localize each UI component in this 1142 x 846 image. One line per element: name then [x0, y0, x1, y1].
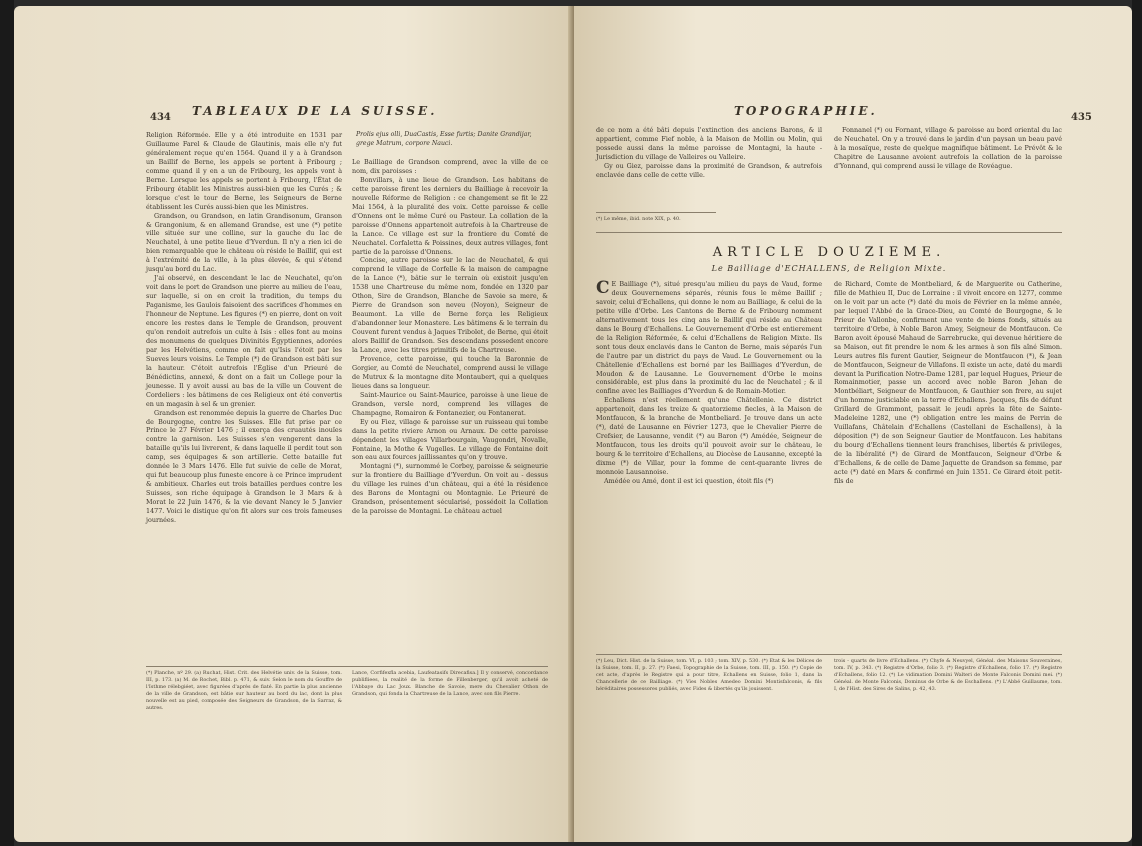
- right-top-footnote: (*) Le même, ibid. note XIX, p. 40.: [596, 216, 681, 222]
- article-heading: ARTICLE DOUZIEME.: [712, 245, 946, 260]
- paragraph: [596, 280, 822, 396]
- paragraph: Gy ou Giez, paroisse dans la proximité de Grandson, & autrefois enclavée dans celle de cette ville.: [596, 161, 822, 179]
- article-rule: [596, 232, 1062, 233]
- right-page: [574, 6, 1132, 842]
- footnote-rule: [596, 212, 716, 213]
- scan-edge-right: [1132, 0, 1142, 846]
- open-book: [14, 6, 1132, 842]
- paragraph: Montagni (*), surnommé le Corbey, paroisse & seigneurie sur la frontiere du Bailliage d'Yverdun. On voit au - dessus du village les ruines d'un château, qui a été la résidence des Barons de Montagni ou Montagnie. Le Prieuré de Grandson, présentement sécularisé, possédoit la Collation de la paroisse de Montagni. Le château actuel: [352, 462, 548, 516]
- paragraph: de Richard, Comte de Montbeliard, & de Marguerite ou Catherine, fille de Mathieu II, Duc de Lorraine : il vivoit encore en 1277, comme on le voit par un acte (*) daté du mois de Février en la même année, par lequel l'Abbé de la Grace-Dieu, au Comté de Bourgogne, & le Prieur de Vallonbe, confirment une vente de biens fonds, situés au territoire d'Orbe, à Noble Baron Amey, Seigneur de Montfaucon. Ce Baron avoit épousé Mahaud de Sarrebrucke, qui devenue héritiere de sa Maison, eut fit prendre le nom & les armes à son fils aîné Simon. Leurs autres fils furent Gautier, Seigneur de Montfaucon (*), & Jean de Montfaucon, Seigneur de Villafons. Il existe un acte, daté du mardi devant la Purification Notre-Dame 1281, par lequel Hugues, Prieur de Romainmotier, passe un accord avec noble Baron Jehan de Montbéliart, Seigneur de Montfaucon, & Gauthier son frere, au sujet d'un homme justiciable en la terre d'Echallens. Jacques, fils de défunt Grillard de Grammont, passait le jeudi après la fête de Sainte-Madeleine 1282, une (*) obligation entre les mains de Perrin de Vuillafans, Châtelain d'Echallens (Castellani de Eschallens), à la déposition (*) de son Seigneur Gautier de Montfaucon. Les habitans du bourg d'Echallens tiennent leurs franchises, libertés & privileges, de la libéralité (*) de Girard de Montfaucon, Seigneur d'Orbe & d'Echallens, & de celle de Dame Jaquette de Grandson sa femme, par acte (*) daté en Mars & confirmé en Juin 1351. Ce Girard étoit petit-fils de: [834, 280, 1062, 485]
- footnote-rule: [146, 666, 548, 667]
- right-body-column-1: [596, 280, 822, 486]
- paragraph: Ey ou Fiez, village & paroisse sur un ruisseau qui tombe dans la petite riviere Arnon ou Arnaux. De cette paroisse dépendent les villages Villarbourgain, Vaugondri, Novalle, Fontaine, la Mothe & Vugelles. Le village de Fontaine doit son eau aux fources jaillissantes qu'on y trouve.: [352, 417, 548, 462]
- paragraph: Bonvillars, à une lieue de Grandson. Les habitans de cette paroisse firent les derniers du Bailliage à recevoir la nouvelle Réforme de Religion : ce changement se fit le 22 Mai 1564, à la pluralité des voix. Cette paroisse & celle d'Onnens ont le même Curé ou Pasteur. La collation de la paroisse d'Onnens appartenoit autrefois à la Chartreuse de la Lance. Ce village est sur la frontiere du Comté de Neuchatel. Corfaletta & Poissines, deux autres villages, font partie de la paroisse d'Onnens.: [352, 175, 548, 256]
- left-column-2: [352, 158, 548, 516]
- article-subheading: Le Bailliage d'ECHALLENS, de Religion Mixte.: [711, 264, 947, 273]
- right-page-number: 435: [1071, 112, 1092, 123]
- paragraph: Concise, autre paroisse sur le lac de Neuchatel, & qui comprend le village de Corfelle & la maison de campagne de la Lance (*), bâtie sur le terrain où existoit jusqu'en 1538 une Chartreuse du même nom, fondée en 1320 par Othon, Sire de Grandson, Blanche de Savoie sa mere, & Pierre de Grandson son neveu (Noyon), Seigneur de Beaumont. La ville de Berne força les Religieux d'abandonner leur Monastere. Les bâtimens & le terrain du Couvent furent vendus à Jaques Tribolet, de Berne, qui étoit alors Baillif de Grandson. Ses descendans possedent encore la Lance, avec les titres primitifs de la Chartreuse.: [352, 256, 548, 355]
- left-column-1: [146, 131, 342, 525]
- footnote-rule: [596, 654, 1062, 655]
- paragraph: Provence, cette paroisse, qui touche la Baronnie de Gorgier, au Comté de Neuchatel, comprend aussi le village de Mutrux & la montagne dite Montaubert, qui a quelques lieues dans sa longueur.: [352, 354, 548, 390]
- right-footnotes-col1: (*) Leu, Dict. Hist. de la Suisse, tom. VI, p. 103 ; tom. XIV, p. 530. (*) Etat & les Délices de la Suisse, tom. II, p. 27. (*) Faesi, Topographie de la Suisse, tom. III, p. 150. (*) Copie de cet acte, d'après le Registre qui a pour titre, Echallens en Suisse, folio 1, dans la Chancellerie de ce Bailliage. (*) Vies Nobles Amedeo Domini Montisfalconis, & fils héréditaires possessores publiés, avec Fides & libertés qu'ils jouissent.: [596, 658, 822, 692]
- paragraph: Grandson, ou Grandson, en latin Grandisonum, Granson & Grangonium, & en allemand Grandse, est une (*) petite ville située sur une colline, sur la gauche du lac de Neuchatel, à une petite lieue d'Yverdun. Il n'y a rien ici de bien remarquable que le château où réside le Baillif, qui est à l'extrémité de la ville, à la plus élevée, & qui s'étend jusqu'au bord du Lac.: [146, 211, 342, 274]
- paragraph: Echallens n'est réellement qu'une Châtellenie. Ce district appartenoit, dans les treize & quatorzieme fiecles, à la Maison de Montfaucon, & la branche de Montbeliard. Je trouve dans un acte (*), daté de Lausanne en Février 1273, que le Chevalier Pierre de Crefsier, de Lausanne, vendit (*) au Baron (*) Amédée, Seigneur de Montfaucon, tous les droits qu'il pouvoit avoir sur le château, le bourg & le territoire d'Echallens, au Diocèse de Lausanne, excepté la dixme (*) de Villar, pour la fomme de cent-quarante livres de monnoie Lausannoise.: [596, 396, 822, 477]
- right-body-column-2: [834, 280, 1062, 486]
- right-footnotes-col2: trois - quarts de livre d'Echallens. (*) Chyfe & Neuvyel, Généal. des Maisons Souveraines, tom. IV, p. 343. (*) Registre d'Orbe, folio 3. (*) Registre d'Echallens, folio 17. (*) Registre d'Echallens, folio 12. (*) Le vidimation Domini Walteri de Monte Falconis Domini mei. (*) Généal. de Monte Falconis, Dominus de Orbe & de Eschallens. (*) L'Abbé Guillaume, tom. I, de l'Hist. des Sires de Salins, p. 42, 43.: [834, 658, 1062, 692]
- latin-distich: Prolis ejus olli, DuaCastis, Esse furtis; Danite Grandijar, grege Matrum, corpore Nauci.: [356, 131, 532, 147]
- left-footnotes-col1: (*) Planche, nº 29. (a) Ruchat, Hist. Crit. des Helvétie univ. de la Suisse, tom. III, p. 173. (a) M. de Rochet, Bibl. p. 471, & suiv. Selon le nom du Gouffre de l'Isthme rélebgiéet, avec figurées d'après de fiaté. En partie la plus ancienne de la ville de Grandson, est bâtie sur hauteur au bord du lac, dont la plus nouvelle est au pied, composée des Seigneurs de Grandson, de la Sarraz, & autres.: [146, 670, 342, 711]
- right-top-column-2: [834, 126, 1062, 171]
- paragraph: Fonnanel (*) ou Fornant, village & paroisse au bord oriental du lac de Neuchatel. On y a trouvé dans le jardin d'un paysan un beau pavé à la mosaïque, reste de quelque magnifique bâtiment. Le Prévôt & le Chapitre de Lausanne avoient autrefois la collation de la paroisse d'Yonnand, qui comprend aussi le village de Rovéague.: [834, 126, 1062, 170]
- paragraph-text: E Bailliage (*), situé presqu'au milieu du pays de Vaud, forme deux Gouvernemens séparés, réunis fous le même Baillif ; savoir, celui d'Echallens, qui donne le nom au Bailliage, & celui de la petite ville d'Orbe. Les Cantons de Berne & de Fribourg nomment alternativement tous les cinq ans le Baillif qui réside au Château dans le Bourg d'Echallens. Le Gouvernement d'Orbe est entierement de la Religion Réformée, & celui d'Echallens de Religion Mixte. Ils sont tous deux enclavés dans le Canton de Berne, mais séparés l'un de l'autre par un district du pays de Vaud. Le Gouvernement ou la Châtellenie d'Echallens est borné par les Bailliages d'Yverdun, de Moudon & de Lausanne. Le Gouvernement d'Orbe le moins considérable, est plus dans la proximité du lac de Neuchatel ; & il confine avec les Bailliages d'Yverdun & de Romain-Motier.: [596, 280, 822, 396]
- paragraph: J'ai observé, en descendant le lac de Neuchatel, qu'on voit dans le port de Grandson une pierre au milieu de l'eau, sur laquelle, si on en croit la tradition, du temps du Paganisme, les Gaulois faisoient des sacrifices d'hommes en l'honneur de Neptune. Les figures (*) en pierre, dont on voit encore les restes dans le Temple de Grandson, prouvent qu'on rendoit autrefois un culte à Isis : elles font au moins des monumens de quelques Divinités Égyptiennes, adorées par les Helvétiens, comme on fait qu'Isis l'étoit par les Sueves leurs voisins. Le Temple (*) de Grandson est bâti sur la hauteur. C'étoit autrefois l'Église d'un Prieuré de Bénédictins, annexé, & dont on a fait un College pour la jeunesse. Il y avoit aussi au bas de la ville un Couvent de Cordeliers : les bâtimens de ces Religieux ont été convertis en un magasin à sel & un grenier.: [146, 274, 342, 408]
- paragraph: Le Bailliage de Grandson comprend, avec la ville de ce nom, dix paroisses :: [352, 158, 548, 175]
- left-footnotes-col2: Lance, Corfifexfla acebia, Laufeatasifs Direcafisa.] Il y conservé, concordance publifliees, la realité de la forme de Fillenberger, qu'il avoit acheté de l'Abbaye du Lac Joux. Blanche de Savoie, mere du Chevalier Othon de Grandson, qui fonda la Chartreuse de la Lance, avec son fils Pierre.: [352, 670, 548, 697]
- left-page-number: 434: [150, 112, 171, 123]
- paragraph: Amédée ou Amé, dont il est ici question, étoit fils (*): [604, 476, 774, 485]
- right-running-title: TOPOGRAPHIE.: [734, 104, 878, 118]
- paragraph: de ce nom a été bâti depuis l'extinction des anciens Barons, & il appartient, comme Fief noble, à la Maison de Mollin ou Molin, qui possede aussi dans la même paroisse de Montagni, la haute - Jurisdiction du village de Valleires ou Valleire.: [596, 126, 822, 161]
- paragraph: Grandson est renommée depuis la guerre de Charles Duc de Bourgogne, contre les Suisses. Elle fut prise par ce Prince le 27 Février 1476 ; il exerça des cruautés inouïes contre la garnison. Les Suisses s'en vengerent dans la bataille qu'ils lui livrerent, & dans laquelle il perdit tout son camp, ses équipages & son artillerie. Cette bataille fut donnée le 3 Mars 1476. Elle fut suivie de celle de Morat, qui fut beaucoup plus funeste encore à ce Prince imprudent & ambitieux. Charles eut trois batailles perdues contre les Suisses, son riche équipage à Grandson le 3 Mars & à Morat le 22 Juin 1476, & la vie devant Nancy le 5 Janvier 1477. Voici le distique qu'on fit alors sur ces trois fameuses journées.: [146, 408, 342, 524]
- paragraph: Religion Réformée. Elle y a été introduite en 1531 par Guillaume Farel & Claude de Glautinis, mais elle n'y fut généralement reçue qu'en 1564. Quand il y a à Grandson un Baillif de Berne, les appels se portent à Fribourg ; comme quand il y en a un de Fribourg, les appels vont à Berne. Lorsque les appels se portent à Fribourg, l'État de Fribourg établit les Ministres aussi-bien que les Curés ; & lorsque c'est le tour de Berne, les Seigneurs de Berne établissent les Curés aussi-bien que les Ministres.: [146, 131, 342, 211]
- right-top-column-1: [596, 126, 822, 180]
- left-running-title: TABLEAUX DE LA SUISSE.: [192, 104, 438, 118]
- paragraph: Saint-Maurice ou Saint-Maurice, paroisse à une lieue de Grandson, versle nord, comprend les villages de Champagne, Romairon & Fontanezier, ou Fontanerat.: [352, 390, 548, 417]
- scan-edge-left: [0, 0, 14, 846]
- left-page: [14, 6, 572, 842]
- drop-cap: C: [596, 278, 610, 298]
